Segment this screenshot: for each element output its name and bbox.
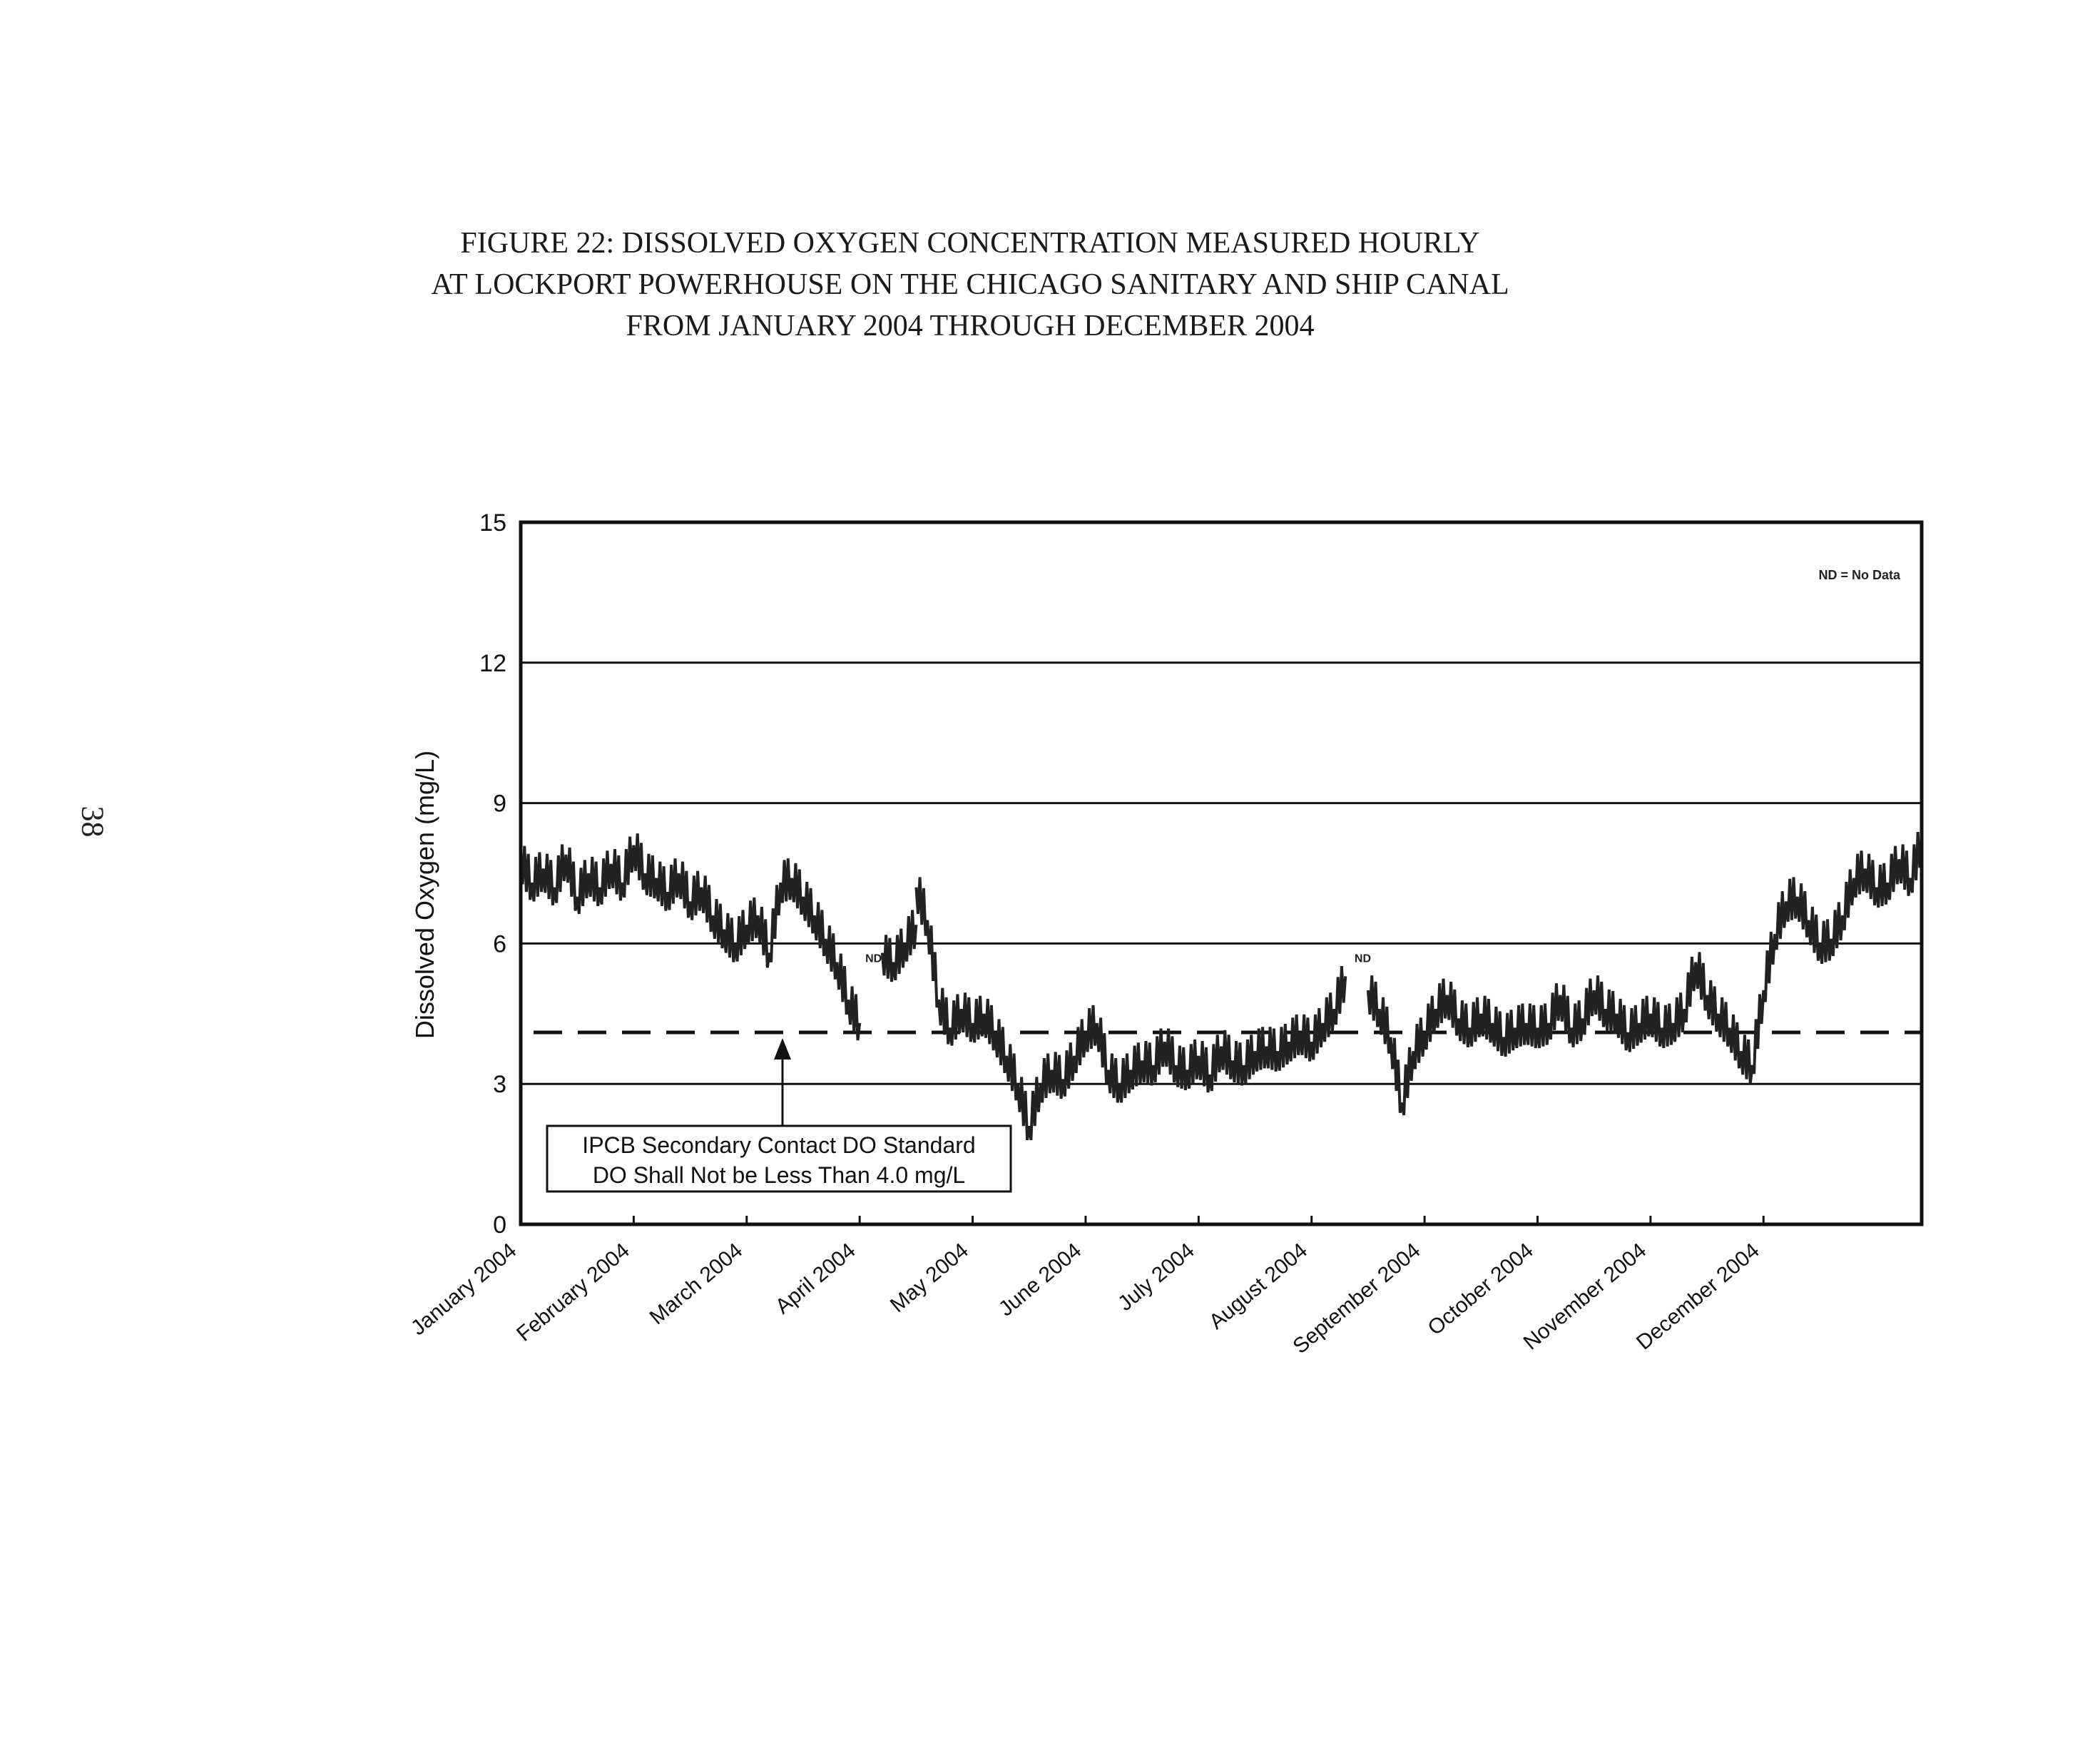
y-tick-label-6: 6 [493,930,506,958]
plot-frame [521,522,1922,1224]
x-tick-label-10: November 2004 [1519,1239,1651,1355]
y-tick-label-12: 12 [479,649,506,677]
callout-arrowhead [774,1038,791,1060]
legend-note: ND = No Data [1818,568,1900,582]
callout-text-line-2: DO Shall Not be Less Than 4.0 mg/L [592,1162,966,1188]
nd-label-2: ND [1354,952,1372,965]
x-tick-labels [407,1239,1764,1358]
chart-title-line-1: FIGURE 22: DISSOLVED OXYGEN CONCENTRATION MEASURED HOURLY [460,227,1480,260]
x-tick-label-11: December 2004 [1632,1239,1764,1355]
do-series-segment-3 [916,878,1345,1140]
no-data-labels [865,953,1371,965]
page-number: 38 [75,806,111,838]
x-tick-label-7: August 2004 [1204,1239,1312,1334]
x-tick-label-4: May 2004 [885,1239,974,1318]
x-tick-label-3: April 2004 [770,1239,860,1319]
x-tick-label-2: March 2004 [645,1239,748,1330]
y-tick-labels [479,509,506,1239]
y-tick-label-3: 3 [493,1071,506,1099]
nd-label-1: ND [865,952,882,965]
x-tick-label-1: February 2004 [512,1239,634,1346]
y-tick-label-15: 15 [479,509,506,537]
chart-title-line-2: AT LOCKPORT POWERHOUSE ON THE CHICAGO SANITARY AND SHIP CANAL [431,268,1509,301]
x-tick-label-9: October 2004 [1423,1239,1538,1341]
y-tick-label-9: 9 [493,790,506,818]
grid-lines [521,522,1922,1224]
chart-title-line-3: FROM JANUARY 2004 THROUGH DECEMBER 2004 [626,310,1315,342]
do-series-segment-2 [882,910,917,982]
do-series-segment-4 [1368,832,1922,1115]
y-axis-label: Dissolved Oxygen (mg/L) [410,750,439,1040]
do-series-segment-1 [521,833,860,1040]
x-tick-label-8: September 2004 [1288,1239,1425,1358]
series-group [521,832,1922,1140]
y-tick-label-0: 0 [493,1211,506,1239]
callout-text-line-1: IPCB Secondary Contact DO Standard [582,1132,976,1158]
x-tick-label-6: July 2004 [1113,1239,1199,1316]
x-tick-label-5: June 2004 [994,1239,1086,1321]
x-tick-label-0: January 2004 [407,1239,521,1341]
